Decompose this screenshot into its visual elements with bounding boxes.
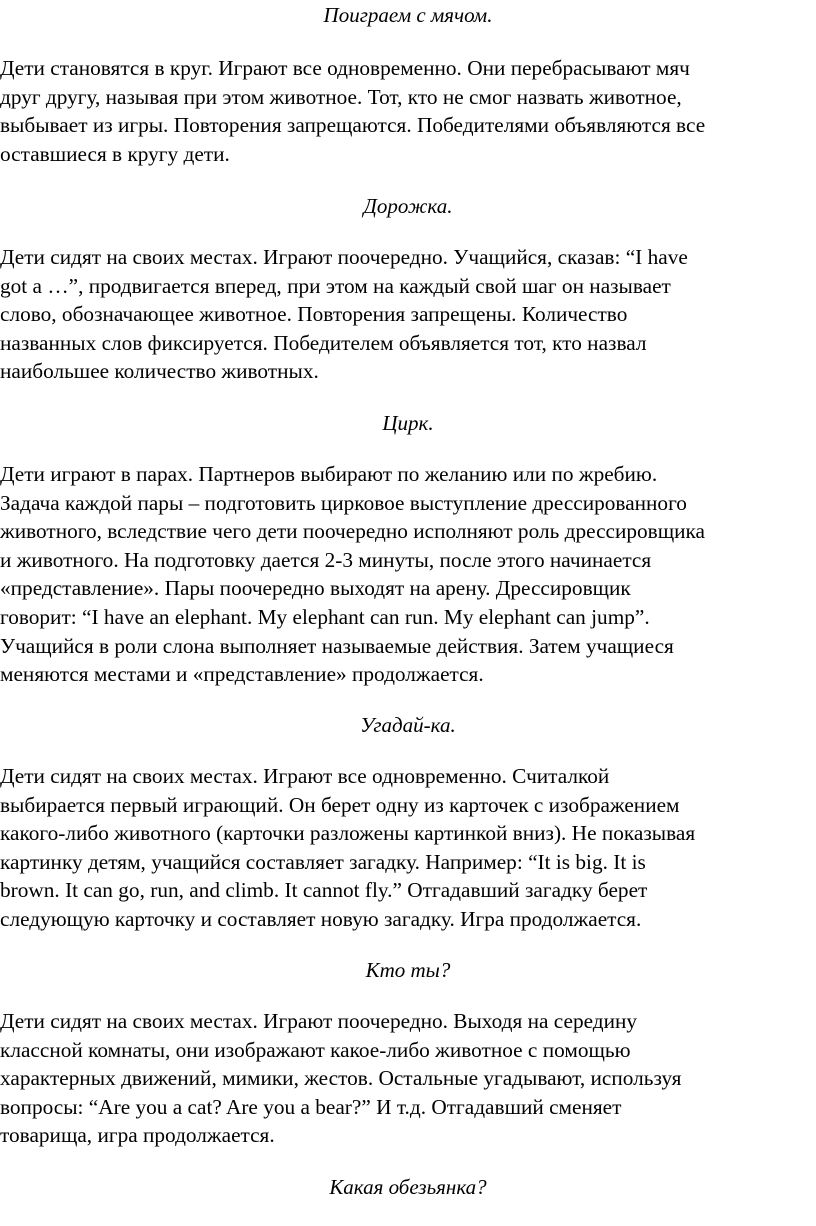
text-line: вопросы: “Are you a cat? Are you a bear?” И т.д. Отгадавший сменяет [0,1094,622,1119]
section-text-guess [0,762,816,934]
text-line: Дети сидят на своих местах. Играют поочередно. Учащийся, сказав: “I have [0,245,688,269]
text-line: Дети играют в парах. Партнеров выбирают по желанию или по жребию. [0,462,658,486]
text-line: и животного. На подготовку дается 2-3 минуты, после этого начинается [0,547,652,572]
text-line: картинку детям, учащийся составляет загадку. Например: “It is big. It is [0,849,646,874]
section-title-guess: Угадай-ка. [360,713,456,737]
text-line: друг другу, называя при этом животное. Тот, кто не смог назвать животное, [0,84,682,109]
text-line: got a …”, продвигается вперед, при этом на каждый свой шаг он называет [0,273,671,298]
text-line: животного, вследствие чего дети поочередно исполняют роль дрессировщика [0,519,706,544]
text-line: названных слов фиксируется. Победителем объявляется тот, кто назвал [0,330,647,355]
text-line: выбирается первый играющий. Он берет одну из карточек с изображением [0,792,680,817]
text-line: классной комнаты, они изображают какое-либо животное с помощью [0,1037,631,1062]
section-text-ball-game [0,54,816,168]
text-line: Задача каждой пары – подготовить цирковое выступление дрессированного [0,490,687,515]
text-line: Дети сидят на своих местах. Играют все одновременно. Считалкой [0,764,610,788]
text-line: следующую карточку и составляет новую загадку. Игра продолжается. [0,906,642,931]
text-line: товарища, игра продолжается. [0,1123,275,1148]
section-title-which-monkey: Какая обезьянка? [329,1175,487,1199]
section-title-ball-game: Поиграем с мячом. [323,3,493,27]
section-title-circus: Цирк. [382,411,434,435]
section-text-path [0,243,816,386]
section-text-who-are-you [0,1007,816,1150]
section-text-circus [0,460,816,689]
text-line: слово, обозначающее животное. Повторения запрещены. Количество [0,302,628,327]
text-line: говорит: “I have an elephant. My elephant can run. My elephant can jump”. [0,604,650,629]
text-line: Дети становятся в круг. Играют все одновременно. Они перебрасывают мяч [0,56,690,80]
text-line: меняются местами и «представление» продолжается. [0,662,484,687]
text-line: оставшиеся в кругу дети. [0,141,230,166]
section-title-who-are-you: Кто ты? [365,958,451,982]
text-line: «представление». Пары поочередно выходят на арену. Дрессировщик [0,576,631,601]
text-line: какого-либо животного (карточки разложены картинкой вниз). Не показывая [0,821,696,846]
section-title-path: Дорожка. [363,194,453,218]
text-line: Дети сидят на своих местах. Играют поочередно. Выходя на середину [0,1009,638,1033]
text-line: наибольшее количество животных. [0,359,319,384]
text-line: характерных движений, мимики, жестов. Остальные угадывают, используя [0,1066,682,1091]
text-line: Учащийся в роли слона выполняет называемые действия. Затем учащиеся [0,633,674,658]
text-line: brown. It can go, run, and climb. It cannot fly.” Отгадавший загадку берет [0,878,648,903]
text-line: выбывает из игры. Повторения запрещаются. Победителями объявляются все [0,113,706,138]
